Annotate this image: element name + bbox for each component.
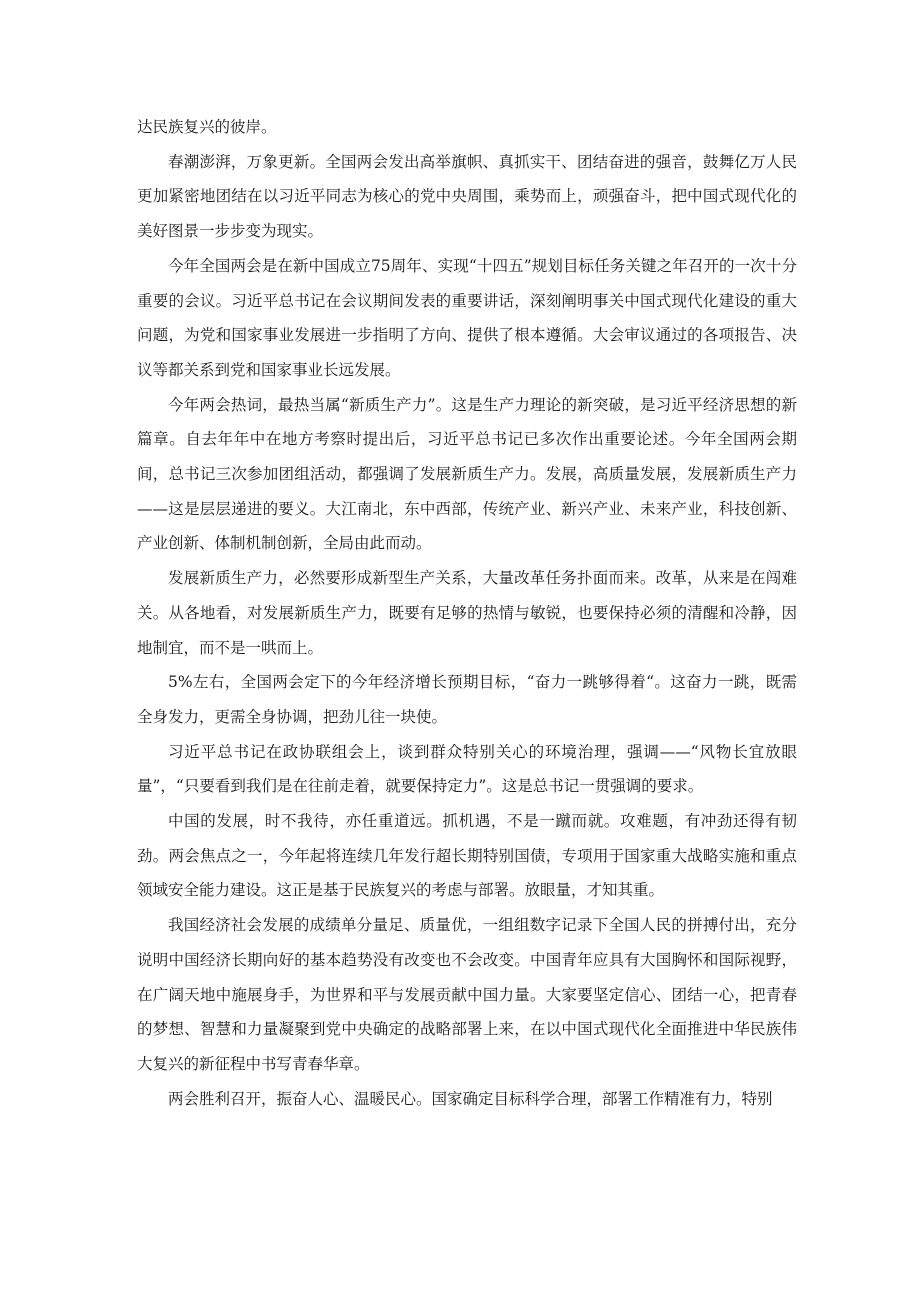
paragraph-6: 5%左右，全国两会定下的今年经济增长预期目标，“奋力一跳够得着“。这奋力一跳，既需全身发力，更需全身协调，把劲儿往一块使。 xyxy=(137,673,797,726)
document-page xyxy=(137,110,797,1116)
paragraph-8: 中国的发展，时不我待，亦任重道远。抓机遇，不是一蹴而就。攻难题，有冲劲还得有韧劲。两会焦点之一，今年起将连续几年发行超长期特别国债，专项用于国家重大战略实施和重点领域安全能力建设。这正是基于民族复兴的考虑与部署。放眼量，才知其重。 xyxy=(137,812,797,900)
paragraph-9: 我国经济社会发展的成绩单分量足、质量优，一组组数字记录下全国人民的拼搏付出，充分说明中国经济长期向好的基本趋势没有改变也不会改变。中国青年应具有大国胸怀和国际视野，在广阔天地中施展身手，为世界和平与发展贡献中国力量。大家要坚定信心、团结一心，把青春的梦想、智慧和力量凝聚到党中央确定的战略部署上来，在以中国式现代化全面推进中华民族伟大复兴的新征程中书写青春华章。 xyxy=(137,916,797,1073)
paragraph-1: 达民族复兴的彼岸。 xyxy=(137,118,277,136)
paragraph-4: 今年两会热词，最热当属“新质生产力”。这是生产力理论的新突破，是习近平经济思想的新篇章。自去年年中在地方考察时提出后，习近平总书记已多次作出重要论述。今年全国两会期间，总书记三次参加团组活动，都强调了发展新质生产力。发展，高质量发展，发展新质生产力——这是层层递进的要义。大江南北，东中西部，传统产业、新兴产业、未来产业，科技创新、产业创新、体制机制创新，全局由此而动。 xyxy=(137,395,797,553)
paragraph-10: 两会胜利召开，振奋人心、温暖民心。国家确定目标科学合理，部署工作精准有力，特别 xyxy=(168,1089,773,1108)
paragraph-7: 习近平总书记在政协联组会上，谈到群众特别关心的环境治理，强调——“风物长宜放眼量”，“只要看到我们是在往前走着，就要保持定力”。这是总书记一贯强调的要求。 xyxy=(137,742,797,796)
paragraph-3: 今年全国两会是在新中国成立75周年、实现“十四五”规划目标任务关键之年召开的一次十分重要的会议。习近平总书记在会议期间发表的重要讲话，深刻阐明事关中国式现代化建设的重大问题，为党和国家事业发展进一步指明了方向、提供了根本遵循。大会审议通过的各项报告、决议等都关系到党和国家事业长远发展。 xyxy=(137,256,797,379)
paragraph-5: 发展新质生产力，必然要形成新型生产关系，大量改革任务扑面而来。改革，从来是在闯难关。从各地看，对发展新质生产力，既要有足够的热情与敏锐，也要保持必须的清醒和冷静，因地制宜，而不是一哄而上。 xyxy=(137,569,797,657)
paragraph-2: 春潮澎湃，万象更新。全国两会发出高举旗帜、真抓实干、团结奋进的强音，鼓舞亿万人民更加紧密地团结在以习近平同志为核心的党中央周围，乘势而上，顽强奋斗，把中国式现代化的美好图景一步步变为现实。 xyxy=(137,152,797,241)
